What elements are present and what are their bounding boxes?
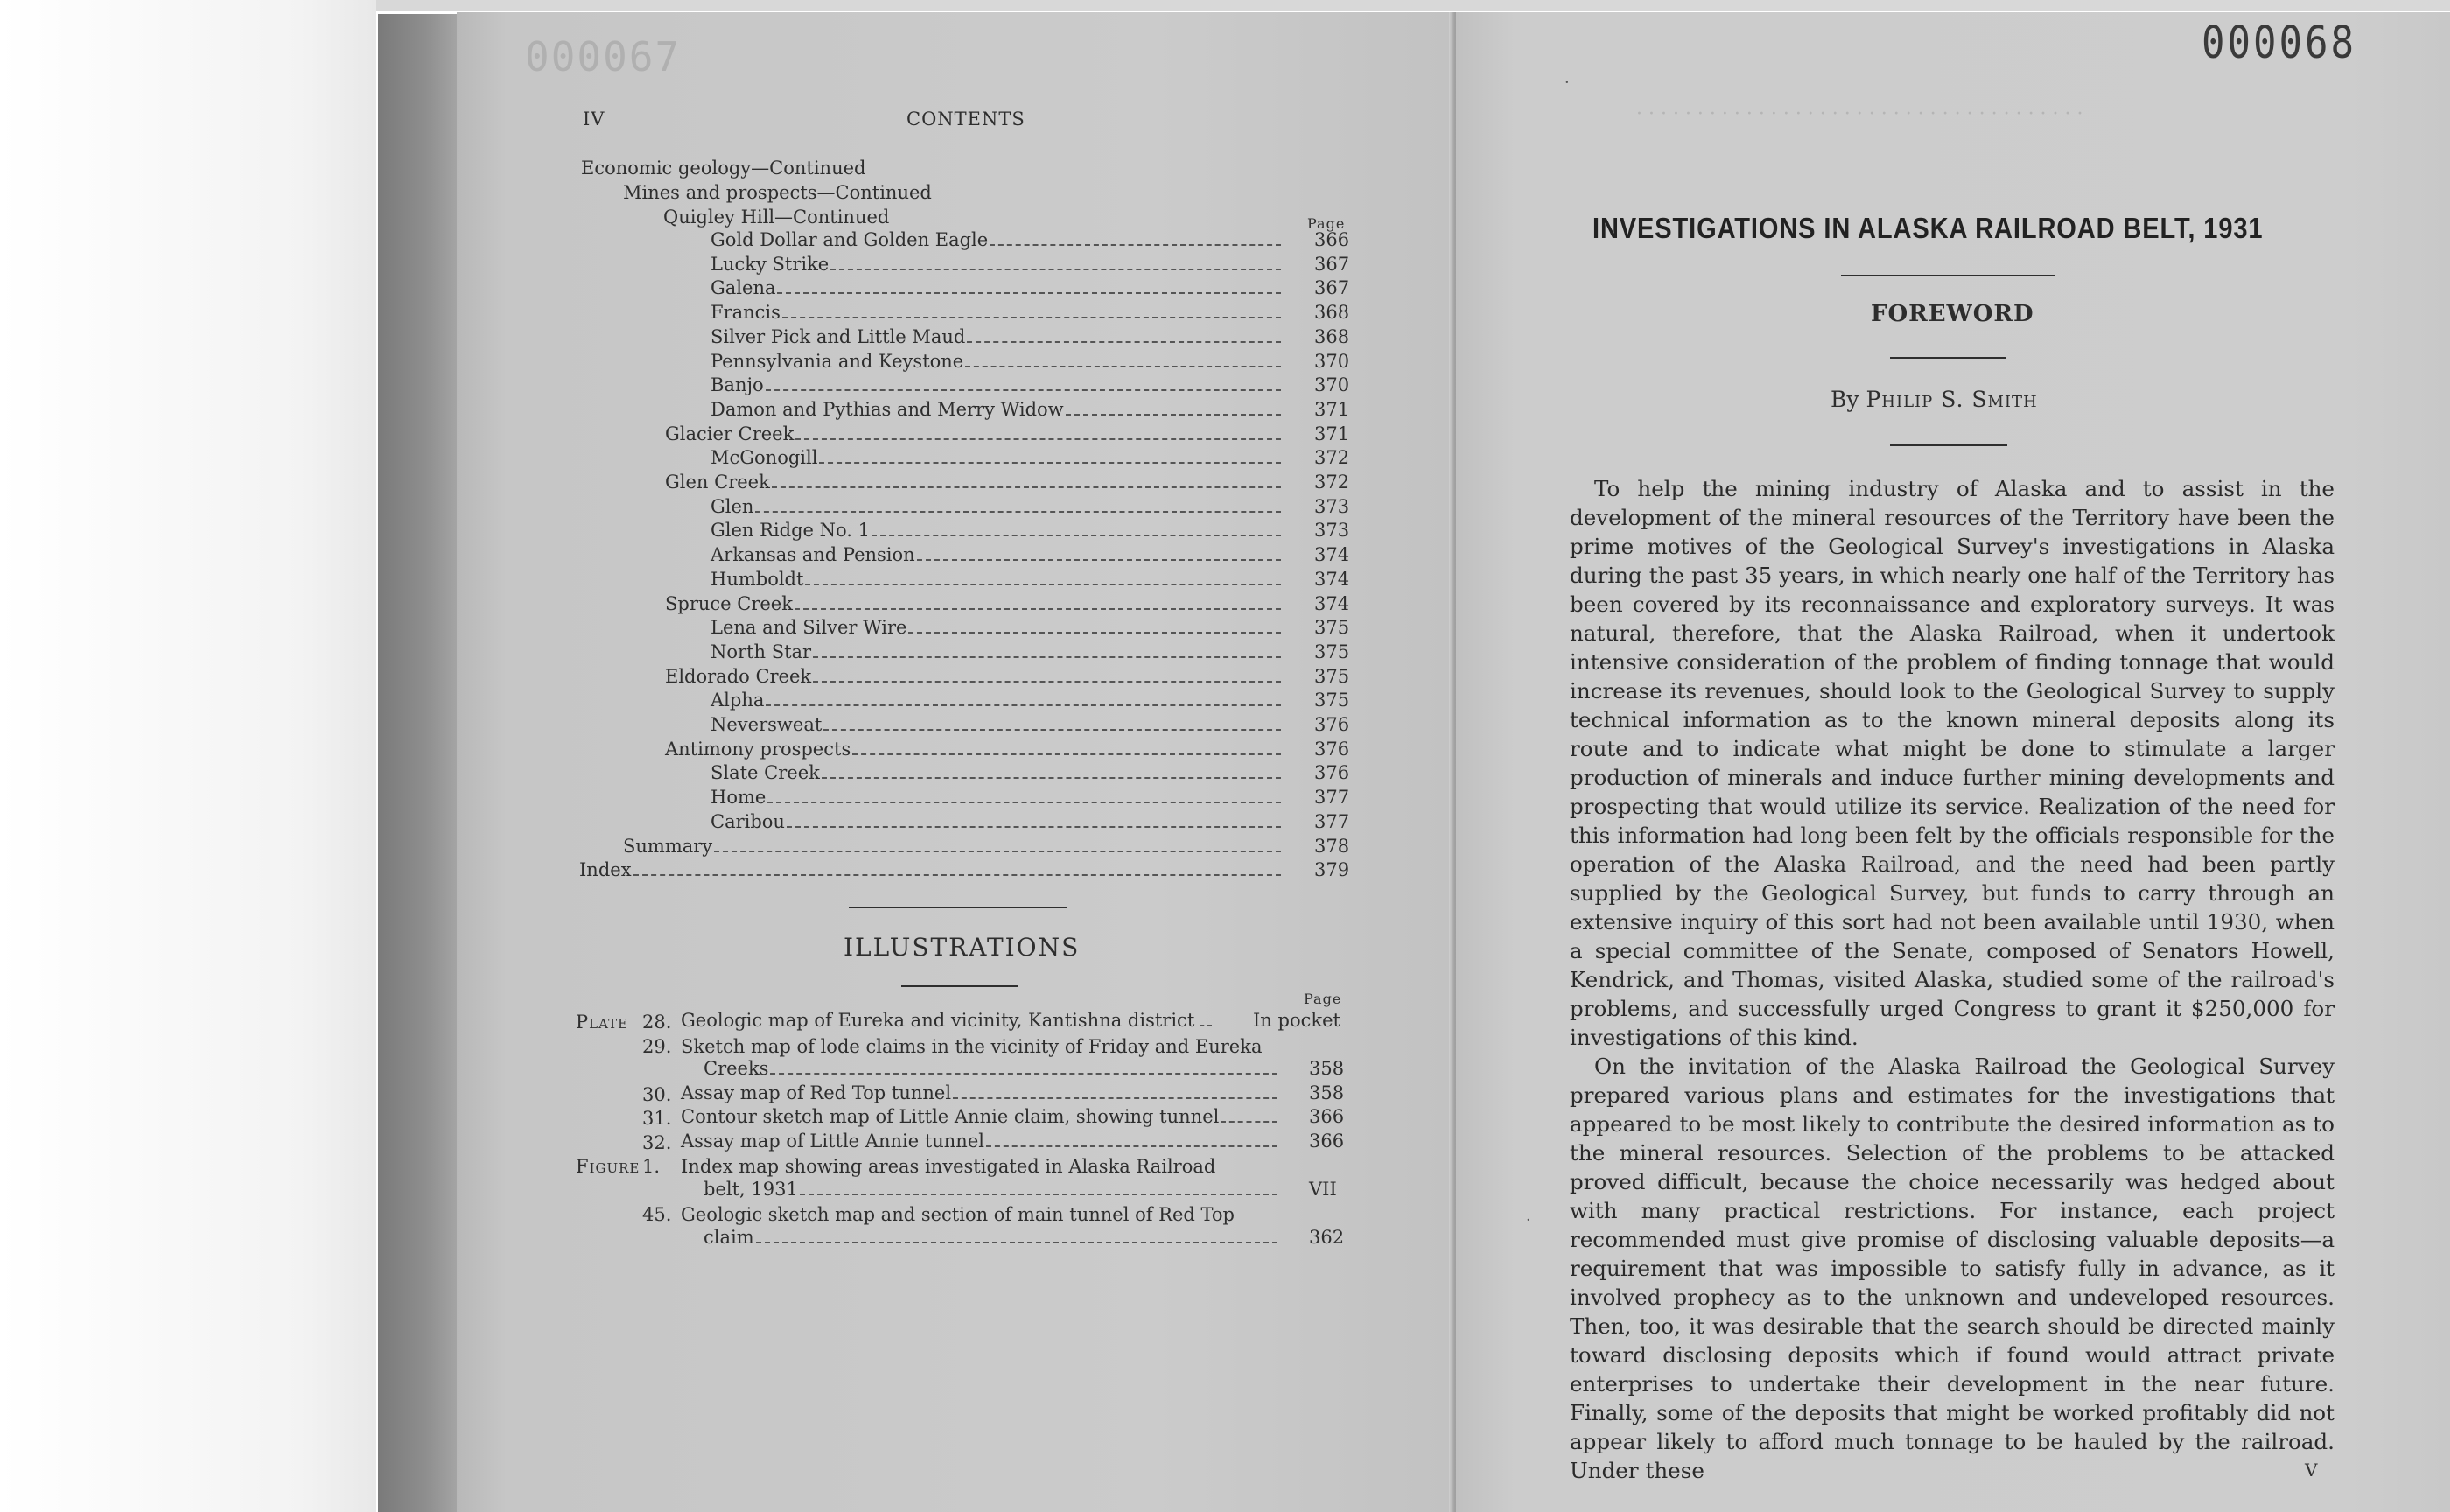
toc-entry bbox=[710, 520, 1284, 544]
toc-entry-label: Neversweat bbox=[710, 714, 822, 735]
illustration-caption bbox=[681, 1106, 1281, 1130]
illustration-number: 45. bbox=[642, 1204, 672, 1225]
byline-rule bbox=[1890, 444, 2007, 446]
illustration-page: 366 bbox=[1309, 1106, 1345, 1127]
toc-entry-label: Silver Pick and Little Maud bbox=[710, 326, 966, 347]
illustrations-page-column-label: Page bbox=[1304, 990, 1342, 1007]
toc-entry-page: 376 bbox=[1314, 738, 1350, 760]
leader-dots bbox=[800, 1194, 1278, 1195]
leader-short bbox=[1200, 1025, 1212, 1026]
toc-entry-page: 373 bbox=[1314, 495, 1350, 517]
book-spine bbox=[378, 14, 457, 1512]
toc-entry bbox=[710, 544, 1284, 569]
illustration-number: 1. bbox=[642, 1156, 661, 1177]
section-heading: FOREWORD bbox=[1871, 301, 2034, 327]
toc-entry bbox=[710, 569, 1284, 593]
illustration-number: 28. bbox=[642, 1012, 672, 1032]
toc-entry-label: Slate Creek bbox=[710, 762, 820, 784]
leader-dots bbox=[1066, 414, 1281, 416]
toc-entry bbox=[665, 738, 1284, 763]
toc-entry-label: Galena bbox=[710, 277, 776, 299]
toc-entry-page: 372 bbox=[1314, 447, 1350, 469]
leader-dots bbox=[766, 389, 1281, 391]
toc-entry-page: 372 bbox=[1314, 472, 1350, 493]
leader-dots bbox=[813, 681, 1281, 682]
toc-entry bbox=[710, 351, 1284, 375]
toc-entry-label: Alpha bbox=[710, 690, 765, 711]
article-title: INVESTIGATIONS IN ALASKA RAILROAD BELT, 1931 bbox=[1592, 212, 2264, 244]
caption-text: Assay map of Little Annie tunnel bbox=[681, 1130, 984, 1152]
toc-entry-page: 377 bbox=[1314, 810, 1350, 832]
leader-dots bbox=[965, 366, 1281, 368]
toc-entry-label: Arkansas and Pension bbox=[710, 544, 915, 566]
running-head-title: CONTENTS bbox=[906, 108, 1026, 130]
caption-text: Geologic map of Eureka and vicinity, Kantishna district bbox=[681, 1010, 1195, 1031]
toc-entry-page: 373 bbox=[1314, 520, 1350, 542]
page-stamp-number: 000068 bbox=[2202, 18, 2356, 69]
leader-dots bbox=[770, 1073, 1278, 1074]
illustration-number: 29. bbox=[642, 1035, 672, 1057]
toc-entry bbox=[710, 229, 1284, 254]
toc-entry-page: 375 bbox=[1314, 640, 1350, 662]
toc-entry-page: 367 bbox=[1314, 277, 1350, 299]
toc-entry bbox=[710, 811, 1284, 836]
leader-dots bbox=[795, 438, 1281, 440]
toc-entry-label: Gold Dollar and Golden Eagle bbox=[710, 229, 989, 250]
toc-entry-page: 376 bbox=[1314, 762, 1350, 784]
illustration-caption: Geologic sketch map and section of main tunnel of Red Top bbox=[681, 1204, 1235, 1225]
illustration-page: 358 bbox=[1309, 1082, 1345, 1103]
illustrations-title: ILLUSTRATIONS bbox=[844, 933, 1081, 962]
faint-page-stamp: 000067 bbox=[525, 33, 682, 80]
caption-text: belt, 1931 bbox=[704, 1178, 798, 1200]
caption-text: Creeks bbox=[704, 1058, 769, 1079]
leader-dots bbox=[756, 1242, 1278, 1243]
leader-dots bbox=[830, 269, 1281, 270]
toc-entry-label: Francis bbox=[710, 302, 780, 324]
leader-dots bbox=[822, 777, 1281, 779]
paragraph-1: To help the mining industry of Alaska and to assist in the development of the mineral resources of the Territory have been the prime motives of the Geological Survey's investigations in Alaska during the past 35 years, in which nearly one half of the Territory has been covered by its reconnaissance and exploratory surveys. It was natural, therefore, that the Alaska Railroad, when it undertook intensive consideration of the problem of finding tonnage that would increase its revenues, should look to the Geological Survey to supply technical information as to the known mineral deposits along its route and to indicate what might be done to stimulate a larger production of minerals and induce further mining developments and prospecting that would utilize its service. Realization of the need for this information had long been felt by the officials responsible for the operation of the Alaska Railroad, and the need had been partly supplied by the Geological Survey, but funds to carry through an extensive inquiry of this sort had not been available until 1930, when a special committee of the Senate, composed of Senators Howell, Kendrick, and Thomas, visited Alaska, studied some of the railroad's problems, and successfully urged Congress to grant it $250,000 for investigations of this kind. bbox=[1570, 476, 2334, 1050]
leader-dots bbox=[986, 1145, 1278, 1147]
illustration-page: VII bbox=[1309, 1178, 1337, 1200]
leader-dots bbox=[819, 462, 1281, 464]
toc-entry bbox=[579, 859, 1284, 884]
title-rule bbox=[1841, 275, 2054, 276]
toc-entry bbox=[665, 424, 1284, 448]
leader-dots bbox=[777, 292, 1281, 294]
leader-dots bbox=[755, 511, 1281, 513]
section-rule bbox=[1890, 357, 2006, 359]
toc-entry-label: North Star bbox=[710, 640, 812, 662]
leader-dots bbox=[990, 244, 1281, 246]
running-head-page-number: IV bbox=[583, 108, 606, 130]
toc-entry-page: 366 bbox=[1314, 229, 1350, 250]
toc-entry-page: 374 bbox=[1314, 592, 1350, 614]
illustration-number: 30. bbox=[642, 1083, 672, 1105]
toc-entry bbox=[710, 302, 1284, 326]
illustration-caption bbox=[681, 1082, 1281, 1107]
section-rule bbox=[901, 985, 1018, 987]
toc-entry-page: 375 bbox=[1314, 617, 1350, 639]
toc-entry-label: Caribou bbox=[710, 810, 785, 832]
toc-page-column-label: Page bbox=[1307, 215, 1346, 232]
toc-entry-page: 370 bbox=[1314, 350, 1350, 372]
leader-dots bbox=[782, 317, 1281, 318]
leader-dots bbox=[766, 704, 1281, 706]
illustration-number: 31. bbox=[642, 1108, 672, 1129]
toc-entry-label: Summary bbox=[623, 835, 713, 857]
toc-entry-page: 376 bbox=[1314, 714, 1350, 735]
toc-entry-label: Glen Ridge No. 1 bbox=[710, 520, 870, 542]
toc-entry-label: Home bbox=[710, 787, 766, 808]
toc-entry-page: 379 bbox=[1314, 859, 1350, 881]
leader-dots bbox=[767, 802, 1281, 803]
toc-entry-page: 371 bbox=[1314, 423, 1350, 444]
toc-entry-label: McGonogill bbox=[710, 447, 818, 469]
leader-dots bbox=[917, 559, 1281, 561]
toc-entry-label: Pennsylvania and Keystone bbox=[710, 350, 964, 372]
toc-entry bbox=[665, 666, 1284, 690]
toc-entry bbox=[665, 593, 1284, 618]
toc-entry-page: 374 bbox=[1314, 544, 1350, 566]
toc-entry-label: Spruce Creek bbox=[665, 592, 793, 614]
illustration-caption: Sketch map of lode claims in the vicinity of Friday and Eureka bbox=[681, 1035, 1263, 1057]
leader-dots bbox=[872, 535, 1281, 536]
toc-entry-label: Glen bbox=[710, 495, 754, 517]
toc-entry-page: 367 bbox=[1314, 253, 1350, 275]
toc-entry bbox=[710, 447, 1284, 472]
toc-entry bbox=[665, 472, 1284, 496]
bleed-through-text: · · · · · · · · · · · · · · · · · · · · · · · · · · · · · · · · · · · · · bbox=[1636, 103, 2083, 125]
toc-entry-label: Index bbox=[579, 859, 632, 881]
leader-dots bbox=[794, 608, 1281, 610]
scan-speck: · bbox=[1526, 1211, 1531, 1229]
illustration-caption-continued bbox=[704, 1227, 1281, 1251]
toc-entry-page: 375 bbox=[1314, 665, 1350, 687]
toc-entry bbox=[710, 714, 1284, 738]
toc-entry bbox=[710, 641, 1284, 666]
section-rule bbox=[849, 906, 1068, 908]
toc-entry bbox=[710, 617, 1284, 641]
leader-dots bbox=[634, 874, 1281, 876]
toc-heading-level2: Mines and prospects—Continued bbox=[623, 182, 932, 203]
leader-dots bbox=[823, 729, 1281, 731]
illustration-page: 366 bbox=[1309, 1130, 1345, 1152]
leader-dots bbox=[1221, 1121, 1278, 1123]
illustration-prefix: Plate bbox=[576, 1012, 629, 1032]
toc-entry-label: Antimony prospects bbox=[665, 738, 851, 760]
toc-entry bbox=[623, 836, 1284, 860]
toc-entry-label: Banjo bbox=[710, 374, 764, 396]
toc-entry-page: 375 bbox=[1314, 690, 1350, 711]
caption-text: Contour sketch map of Little Annie claim, showing tunnel bbox=[681, 1106, 1220, 1127]
toc-entry bbox=[710, 326, 1284, 351]
toc-entry-label: Lena and Silver Wire bbox=[710, 617, 907, 639]
illustration-caption: Index map showing areas investigated in Alaska Railroad bbox=[681, 1156, 1216, 1177]
illustration-caption bbox=[681, 1010, 1242, 1034]
toc-entry-page: 374 bbox=[1314, 568, 1350, 590]
illustration-caption-continued bbox=[704, 1179, 1281, 1203]
toc-entry-label: Lucky Strike bbox=[710, 253, 830, 275]
illustration-page: 362 bbox=[1309, 1226, 1345, 1248]
leader-dots bbox=[772, 486, 1281, 488]
toc-entry-label: Damon and Pythias and Merry Widow bbox=[710, 398, 1064, 420]
scan-background bbox=[0, 0, 376, 1512]
leader-dots bbox=[967, 341, 1281, 343]
caption-text: claim bbox=[704, 1226, 754, 1248]
leader-dots bbox=[805, 584, 1281, 585]
leader-dots bbox=[714, 850, 1281, 852]
illustration-prefix: Figure bbox=[576, 1156, 640, 1177]
toc-entry bbox=[710, 787, 1284, 811]
toc-entry-label: Humboldt bbox=[710, 568, 804, 590]
leader-dots bbox=[813, 656, 1281, 658]
toc-entry-page: 377 bbox=[1314, 787, 1350, 808]
toc-entry bbox=[710, 762, 1284, 787]
byline-by: By bbox=[1830, 387, 1859, 412]
paragraph-2: On the invitation of the Alaska Railroad the Geological Survey prepared various plans and estimates for the investigations that appeared to be most likely to contribute the desired information as to the mineral resources. Selection of the problems to be attacked proved difficult, because the choice necessarily was hedged about with many practical restrictions. For instance, each project recommended must give promise of disclosing valuable deposits—a requirement that was impossible to satisfy fully in advance, as it involved prophecy as to the unknown and undeveloped resources. Then, too, it was desirable that the search should be directed mainly toward disclosing deposits which if found would attract private enterprises to undertake their development in the near future. Finally, some of the deposits that might be worked profitably did not appear likely to afford much tonnage to be hauled by the railroad. Under these bbox=[1570, 1054, 2334, 1483]
leader-dots bbox=[852, 753, 1281, 755]
illustration-caption bbox=[681, 1130, 1281, 1155]
scan-speck: · bbox=[1564, 74, 1570, 92]
toc-entry-page: 370 bbox=[1314, 374, 1350, 396]
toc-entry bbox=[710, 254, 1284, 278]
toc-entry-page: 368 bbox=[1314, 326, 1350, 347]
toc-entry-label: Glacier Creek bbox=[665, 423, 794, 444]
foreword-body bbox=[1570, 474, 2334, 1485]
byline bbox=[1830, 387, 2038, 412]
leader-dots bbox=[908, 632, 1281, 634]
toc-entry bbox=[710, 496, 1284, 521]
toc-entry bbox=[710, 399, 1284, 424]
illustration-caption-continued bbox=[704, 1058, 1281, 1082]
caption-text: Assay map of Red Top tunnel bbox=[681, 1082, 952, 1103]
toc-entry-page: 378 bbox=[1314, 835, 1350, 857]
toc-entry bbox=[710, 277, 1284, 302]
toc-heading-level3: Quigley Hill—Continued bbox=[663, 206, 890, 228]
illustration-number: 32. bbox=[642, 1131, 672, 1153]
toc-entry-label: Eldorado Creek bbox=[665, 665, 812, 687]
leader-dots bbox=[953, 1097, 1278, 1099]
toc-entry bbox=[710, 690, 1284, 714]
illustration-page: 358 bbox=[1309, 1058, 1345, 1079]
toc-entry-page: 368 bbox=[1314, 302, 1350, 324]
illustration-page: In pocket bbox=[1253, 1010, 1340, 1031]
toc-entry-page: 371 bbox=[1314, 398, 1350, 420]
toc-entry bbox=[710, 374, 1284, 399]
author-name: Philip S. Smith bbox=[1866, 387, 2038, 412]
leader-dots bbox=[787, 826, 1281, 828]
toc-entry-label: Glen Creek bbox=[665, 472, 770, 493]
page-folio: V bbox=[2305, 1460, 2318, 1480]
toc-heading-level1: Economic geology—Continued bbox=[581, 158, 866, 178]
